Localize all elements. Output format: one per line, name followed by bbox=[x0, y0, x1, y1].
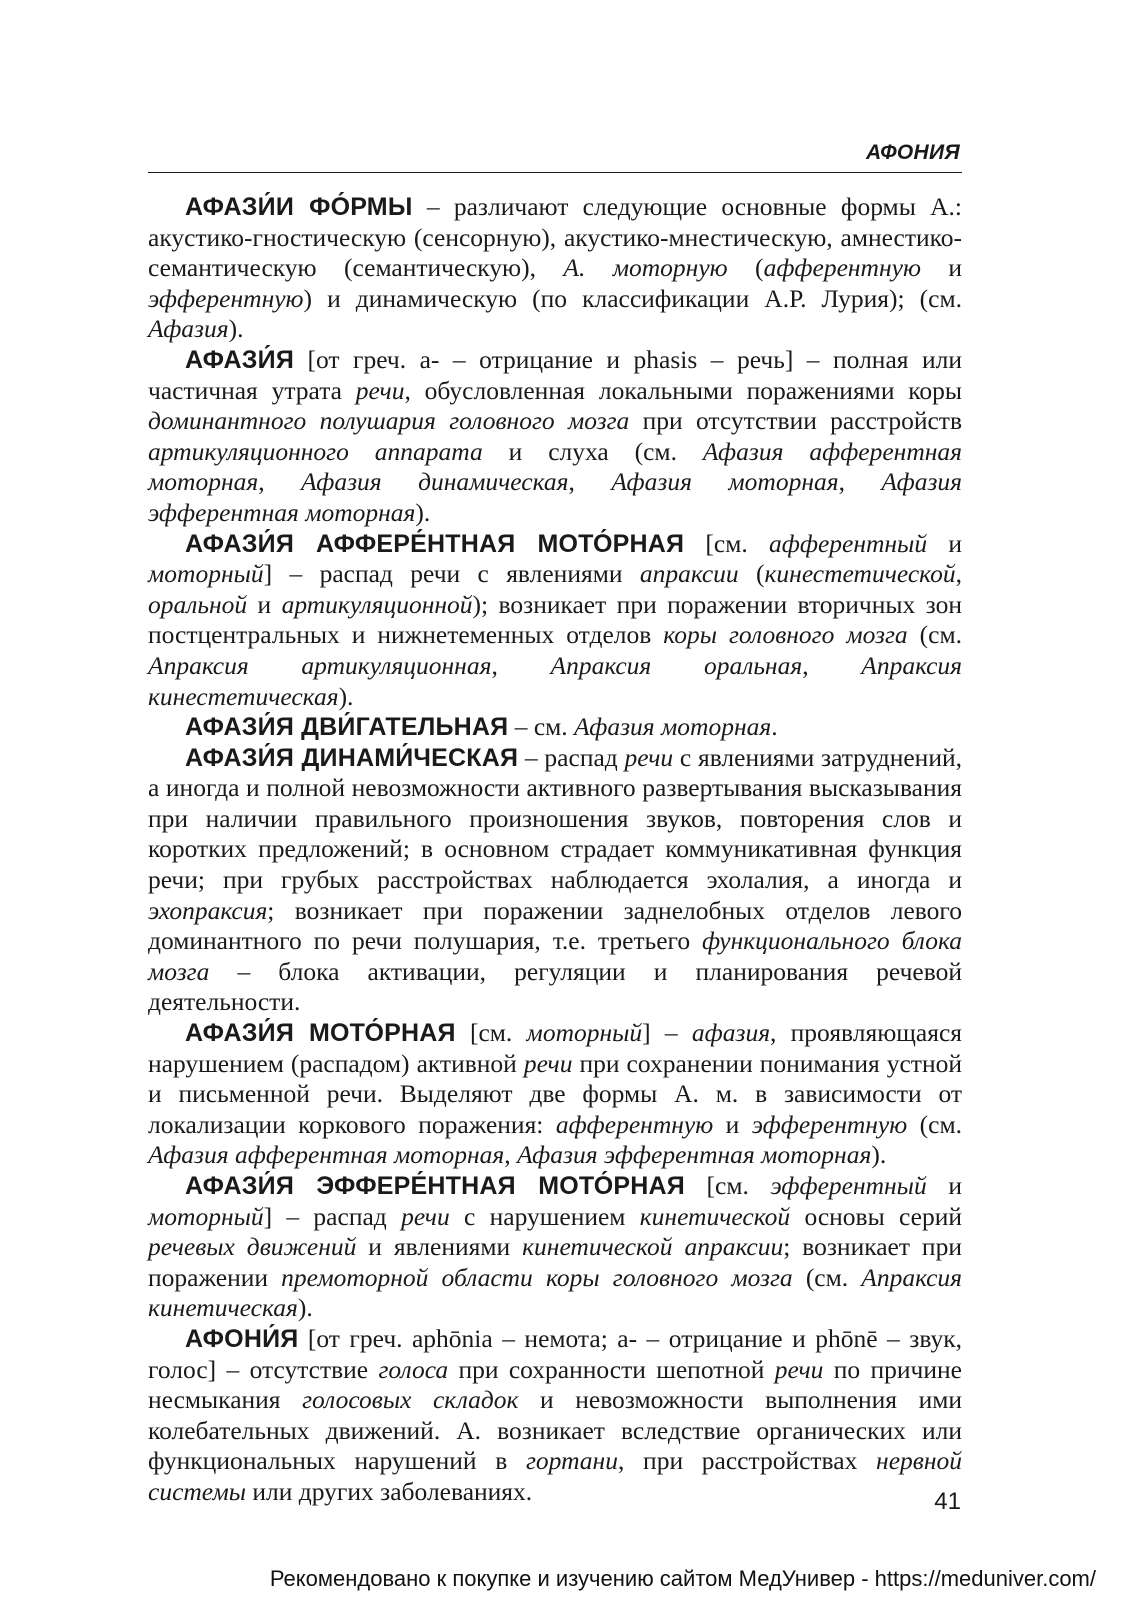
entry-text: ; возникает при поражении bbox=[148, 1232, 962, 1292]
entry-text: , bbox=[802, 650, 862, 680]
entry-text: и слуха (см. bbox=[482, 436, 703, 466]
entry-text: ( bbox=[738, 559, 765, 589]
entry-text: ] – распад bbox=[263, 1201, 402, 1231]
cross-reference: кинетической апраксии bbox=[522, 1232, 784, 1262]
entry-text: при отсутствии расстройств bbox=[629, 406, 962, 436]
cross-reference: Афазия моторная bbox=[574, 712, 772, 742]
entry-text: (см. bbox=[907, 620, 962, 650]
entry-text: с нарушением bbox=[449, 1201, 640, 1231]
entry-term: АФАЗИ́И ФО́РМЫ bbox=[185, 193, 413, 221]
entry-text: и bbox=[713, 1109, 752, 1139]
entry-text: , bbox=[258, 467, 302, 497]
cross-reference: речевых движений bbox=[148, 1232, 357, 1262]
entry-text: при сохранении понимания устной и письменной речи. Выделяют две формы А. м. в зависимости от локализации коркового поражения: bbox=[148, 1048, 962, 1139]
dictionary-entries bbox=[148, 192, 962, 1508]
cross-reference: кинестетической bbox=[764, 559, 956, 589]
cross-reference: моторный bbox=[526, 1018, 643, 1048]
cross-reference: Афазия афферентная моторная bbox=[148, 1140, 505, 1170]
entry-term: АФАЗИ́Я ДИНАМИ́ЧЕСКАЯ bbox=[185, 743, 519, 772]
header-rule bbox=[148, 172, 962, 173]
cross-reference: премоторной области коры головного мозга bbox=[281, 1262, 793, 1292]
cross-reference: Апраксия артикуляционная bbox=[148, 650, 492, 680]
entry-text: ); возникает при поражении вторичных зон постцентральных и нижнетеменных отделов bbox=[148, 589, 962, 650]
entry-text: с явлениями затруднений, а иногда и полной невозможности активного развертывания высказывания при наличии правильного произношения звуков, повторения слов и коротких предложений; в основном страдает коммуникативная функция речи; при грубых расстройствах наблюдается эхолалия, а иногда и bbox=[148, 742, 962, 895]
cross-reference: эфферентную bbox=[148, 283, 304, 313]
entry-text: ). bbox=[415, 497, 431, 527]
entry-text: , bbox=[838, 467, 882, 497]
cross-reference: гортани bbox=[525, 1446, 618, 1476]
cross-reference: речи bbox=[401, 1201, 450, 1231]
cross-reference: эфферентный bbox=[770, 1171, 927, 1200]
cross-reference: Апраксия оральная bbox=[550, 650, 803, 680]
entry-text: (см. bbox=[792, 1262, 862, 1292]
cross-reference: голосовых складок bbox=[302, 1385, 519, 1415]
cross-reference: Афазия bbox=[148, 314, 229, 344]
entry-afaziya-efferentnaya-motornaya bbox=[148, 1171, 962, 1324]
entry-text: и bbox=[247, 589, 282, 619]
cross-reference: апраксии bbox=[639, 559, 739, 589]
cross-reference: Афазия афферентная моторная bbox=[148, 436, 963, 497]
entry-text: – блока активации, регуляции и планирования речевой деятельности. bbox=[148, 956, 962, 1017]
entry-text: [от греч. aphōnia – немота; а- – отрицание и phōnē – звук, голос] – отсутствие bbox=[148, 1323, 962, 1384]
entry-text: – см. bbox=[508, 712, 575, 742]
cross-reference: речи bbox=[624, 742, 674, 772]
entry-text: ( bbox=[727, 253, 764, 283]
entry-text: . bbox=[771, 712, 778, 742]
entry-term: АФОНИ́Я bbox=[185, 1324, 299, 1353]
entry-text: ). bbox=[228, 314, 244, 344]
entry-text: и bbox=[927, 528, 962, 558]
cross-reference: речи bbox=[523, 1048, 573, 1078]
entry-afazii-formy bbox=[148, 192, 962, 345]
entry-text: и bbox=[920, 253, 962, 283]
cross-reference: Афазия моторная bbox=[611, 467, 839, 497]
page-number: 41 bbox=[934, 1488, 961, 1515]
cross-reference: функционального блока мозга bbox=[148, 926, 962, 986]
cross-reference: кинетической bbox=[639, 1201, 791, 1231]
cross-reference: нервной системы bbox=[148, 1446, 962, 1506]
entry-text: [см. bbox=[684, 528, 769, 558]
entry-afaziya-afferentnaya-motornaya bbox=[148, 529, 962, 713]
entry-afaziya-dvigatelnaya bbox=[148, 712, 962, 743]
cross-reference: Афазия эфферентная моторная bbox=[148, 467, 963, 527]
cross-reference: эфферентную bbox=[751, 1109, 908, 1139]
entry-text: [см. bbox=[455, 1018, 527, 1048]
cross-reference: Афазия динамическая bbox=[301, 467, 569, 497]
cross-reference: оральной bbox=[148, 589, 248, 619]
entry-text: ] – bbox=[642, 1018, 692, 1048]
entry-text: (см. bbox=[907, 1109, 962, 1139]
entry-text: ). bbox=[297, 1293, 313, 1323]
cross-reference: афферентный bbox=[769, 528, 928, 558]
entry-afaziya bbox=[148, 345, 962, 529]
cross-reference: афазия bbox=[691, 1018, 771, 1048]
cross-reference: речи bbox=[355, 375, 405, 405]
cross-reference: артикуляционной bbox=[281, 589, 473, 619]
entry-text: , при расстройствах bbox=[617, 1446, 877, 1476]
cross-reference: Афазия эфферентная моторная bbox=[516, 1140, 872, 1170]
entry-text: или других заболеваниях. bbox=[246, 1476, 533, 1506]
entry-text: , проявляющаяся нарушением (распадом) активной bbox=[148, 1018, 962, 1078]
entry-text: и явлениями bbox=[356, 1232, 523, 1262]
entry-text: основы серий bbox=[790, 1201, 963, 1231]
entry-text: – различают следующие основные формы А.: акустико-гностическую (сенсорную), акустико-мнестическую, амнестико-семантическую (семантическую), bbox=[148, 192, 963, 283]
cross-reference: афферентную bbox=[555, 1109, 714, 1139]
cross-reference: коры головного мозга bbox=[663, 620, 908, 650]
cross-reference: моторный bbox=[148, 559, 264, 589]
entry-text: [см. bbox=[684, 1171, 771, 1200]
cross-reference: А. моторную bbox=[563, 253, 728, 283]
entry-text: , обусловленная локальными поражениями коры bbox=[404, 375, 963, 405]
entry-afaziya-dinamicheskaya bbox=[148, 743, 962, 1018]
entry-term: АФАЗИ́Я bbox=[185, 345, 295, 374]
cross-reference: Апраксия кинестетическая bbox=[148, 650, 962, 711]
entry-afoniya bbox=[148, 1324, 962, 1508]
entry-term: АФАЗИ́Я ДВИ́ГАТЕЛЬНАЯ bbox=[185, 713, 509, 742]
cross-reference: эхопраксия bbox=[148, 895, 268, 925]
entry-text: , bbox=[504, 1140, 517, 1170]
entry-text: , bbox=[955, 559, 962, 589]
entry-text: и bbox=[926, 1171, 962, 1200]
entry-text: ; возникает при поражении заднелобных отделов левого доминантного по речи полушария, т.е. третьего bbox=[148, 895, 962, 956]
entry-term: АФАЗИ́Я АФФЕРЕ́НТНАЯ МОТО́РНАЯ bbox=[185, 529, 685, 558]
cross-reference: речи bbox=[774, 1354, 824, 1384]
entry-text: , bbox=[568, 467, 612, 497]
cross-reference: Апраксия кинетическая bbox=[148, 1262, 962, 1323]
running-head: АФОНИЯ bbox=[866, 141, 960, 164]
entry-text: ) и динамическую (по классификации А.Р. Лурия); (см. bbox=[303, 283, 962, 313]
entry-text: [от греч. а- – отрицание и phasis – речь] – полная или частичная утрата bbox=[148, 344, 962, 405]
entry-text: ] – распад речи с явлениями bbox=[263, 559, 640, 589]
cross-reference: афферентную bbox=[763, 253, 921, 283]
cross-reference: артикуляционного аппарата bbox=[148, 436, 483, 466]
entry-afaziya-motornaya bbox=[148, 1018, 962, 1171]
entry-text: ). bbox=[871, 1140, 887, 1170]
entry-text: – распад bbox=[518, 742, 625, 772]
footer-note: Рекомендовано к покупке и изучению сайтом МедУнивер - https://meduniver.com/ bbox=[269, 1566, 1096, 1591]
entry-term: АФАЗИ́Я МОТО́РНАЯ bbox=[185, 1019, 456, 1048]
entry-text: по причине несмыкания bbox=[148, 1354, 962, 1415]
entry-term: АФАЗИ́Я ЭФФЕРЕ́НТНАЯ МОТО́РНАЯ bbox=[185, 1172, 685, 1200]
cross-reference: моторный bbox=[148, 1201, 264, 1231]
entry-text: и невозможности выполнения ими колебательных движений. А. возникает вследствие органических или функциональных нарушений в bbox=[148, 1385, 962, 1476]
entry-text: ). bbox=[338, 681, 354, 711]
cross-reference: голоса bbox=[378, 1354, 449, 1384]
cross-reference: доминантного полушария головного мозга bbox=[148, 406, 630, 436]
entry-text: , bbox=[491, 650, 551, 680]
entry-text: при сохранности шепотной bbox=[448, 1354, 775, 1384]
